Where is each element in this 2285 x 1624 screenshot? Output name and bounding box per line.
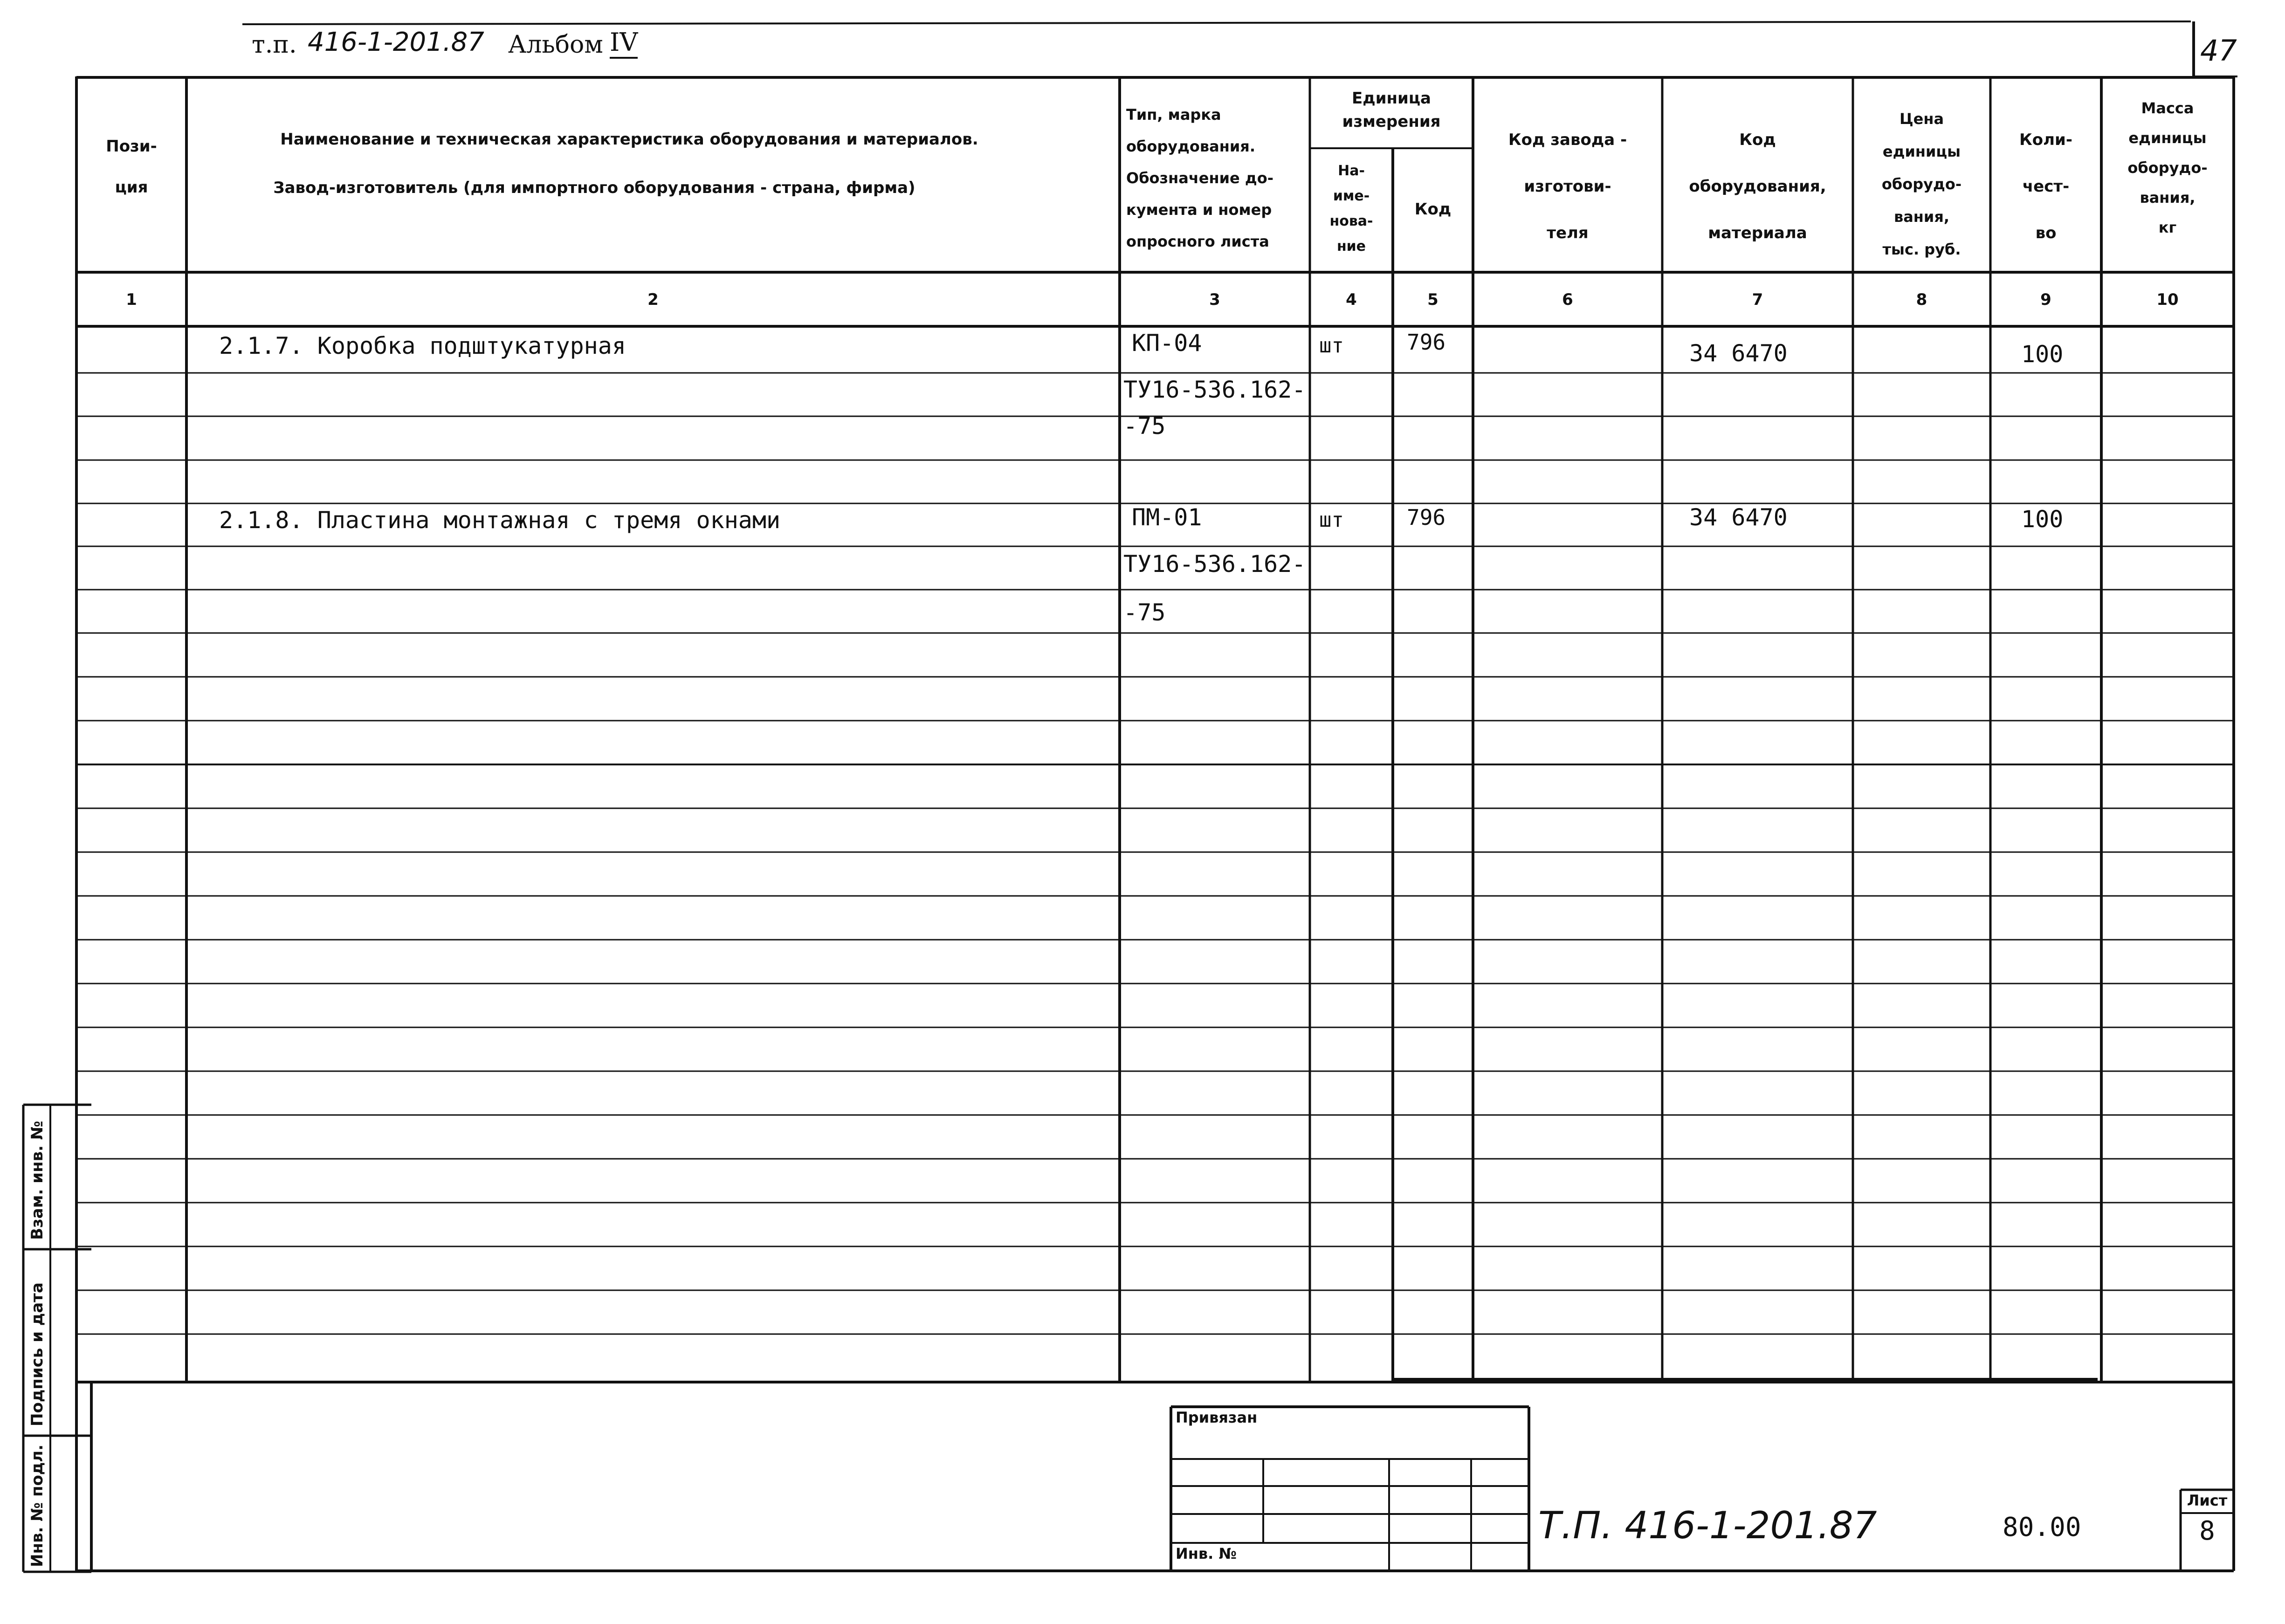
side-label-replace-inv: Взам. инв. №: [28, 1121, 47, 1240]
col-header-unit-name: На- име- нова- ние: [1329, 163, 1373, 255]
col-header-quantity: Коли- чест- во: [2019, 131, 2072, 242]
item-doc-line1: ТУ16-536.162-: [1123, 376, 1306, 403]
col-header-position: Пози- ция: [106, 137, 157, 197]
col-header-name-line1: Наименование и техническая характеристика оборудования и материалов.: [280, 130, 978, 149]
side-label-inv-no: Инв. № подл.: [28, 1444, 47, 1567]
col-number-5: 5: [1427, 290, 1438, 309]
col-number-6: 6: [1562, 290, 1573, 309]
header-album-label: Альбом: [508, 31, 603, 59]
item-quantity: 100: [2021, 506, 2064, 533]
col-number-2: 2: [647, 290, 659, 309]
page-number: 47: [2200, 34, 2237, 68]
col-number-4: 4: [1346, 290, 1357, 309]
col-number-10: 10: [2156, 290, 2179, 309]
col-header-type: Тип, марка оборудования. Обозначение до- кумента и номер опросного листа: [1126, 106, 1273, 250]
col-number-8: 8: [1916, 290, 1927, 309]
item-doc-line2: -75: [1123, 413, 1166, 440]
item-doc-line2: -75: [1123, 599, 1166, 626]
stamp-sheet-number: 8: [2199, 1516, 2215, 1546]
col-number-9: 9: [2040, 290, 2051, 309]
col-number-1: 1: [126, 290, 137, 309]
col-header-price: Цена единицы оборудо- вания, тыс. руб.: [1881, 110, 1962, 258]
col-header-name-line2: Завод-изготовитель (для импортного оборудования - страна, фирма): [273, 179, 915, 197]
header-project-code: 416-1-201.87: [308, 27, 484, 57]
item-name: 2.1.7. Коробка подштукатурная: [219, 332, 626, 359]
stamp-section: 80.00: [2003, 1512, 2081, 1542]
item-unit-code: 796: [1407, 505, 1446, 530]
col-header-mass: Масса единицы оборудо- вания, кг: [2127, 99, 2208, 236]
item-doc-line1: ТУ16-536.162-: [1123, 551, 1306, 578]
col-header-equipment-code: Код оборудования, материала: [1689, 131, 1826, 242]
item-unit-code: 796: [1407, 330, 1446, 355]
col-header-unit-code: Код: [1414, 200, 1452, 219]
stamp-attached-label: Привязан: [1176, 1409, 1258, 1426]
col-header-unit: Единица измерения: [1342, 89, 1441, 131]
col-number-3: 3: [1209, 290, 1220, 309]
header-album-number: IV: [610, 28, 638, 59]
item-material-code: 34 6470: [1689, 340, 1788, 367]
stamp-document-code: Т.П. 416-1-201.87: [1538, 1504, 1877, 1547]
header-prefix: т.п.: [252, 31, 297, 59]
item-unit: шт: [1319, 508, 1344, 532]
item-type: КП-04: [1132, 330, 1202, 357]
item-quantity: 100: [2021, 341, 2064, 368]
item-material-code: 34 6470: [1689, 504, 1788, 531]
item-unit: шт: [1319, 334, 1344, 358]
item-type: ПМ-01: [1132, 504, 1202, 531]
stamp-inv-label: Инв. №: [1176, 1545, 1237, 1562]
item-name: 2.1.8. Пластина монтажная с тремя окнами: [219, 507, 781, 534]
col-number-7: 7: [1752, 290, 1763, 309]
side-label-sign-date: Подпись и дата: [28, 1282, 47, 1426]
col-header-factory-code: Код завода - изготови- теля: [1508, 131, 1627, 242]
stamp-sheet-label: Лист: [2187, 1492, 2228, 1509]
